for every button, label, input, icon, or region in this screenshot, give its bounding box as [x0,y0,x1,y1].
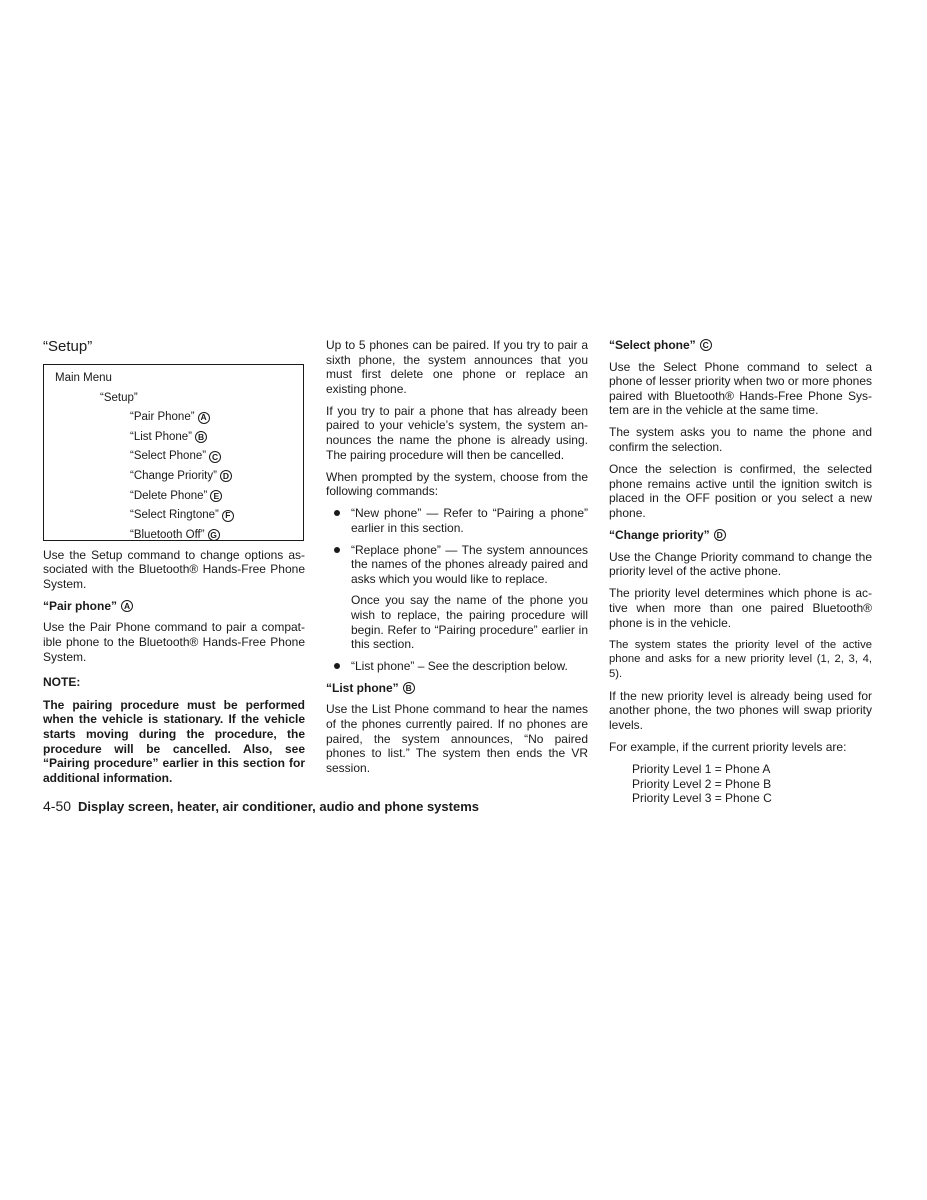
command-list-continued [326,659,588,674]
setup-description: Use the Setup command to change options associated with the Bluetooth® Hands-Free Phone System. [43,547,305,591]
badge-e-icon: E [210,490,222,502]
change-priority-p4: If the new priority level is already being used for another phone, the two phones will swap priority levels. [609,688,872,733]
badge-c-icon: C [209,451,221,463]
priority-line: Priority Level 2 = Phone B [632,776,772,791]
badge-c-icon: C [700,339,712,351]
menu-item-pair-phone: “Pair Phone” A [55,408,303,428]
change-priority-p1: Use the Change Priority command to change the priority level of the active phone. [609,549,872,579]
select-phone-p3: Once the selection is confirmed, the selected phone remains active until the ignition switch is placed in the OFF position or you select a new phone. [609,462,872,520]
list-item: “New phone” — Refer to “Pairing a phone” earlier in this section. [326,506,588,535]
select-phone-p2: The system asks you to name the phone and confirm the selection. [609,425,872,455]
menu-item-delete-phone: “Delete Phone” E [55,486,303,506]
priority-level-list [609,762,872,806]
chapter-title: Display screen, heater, air conditioner, audio and phone systems [78,799,479,814]
page-footer [43,798,479,814]
bullet-icon [334,510,340,516]
menu-setup: “Setup” [100,391,138,404]
priority-line: Priority Level 3 = Phone C [632,791,772,806]
page-number: 4-50 [43,798,72,814]
badge-a-icon: A [198,412,210,424]
menu-item-select-phone: “Select Phone” C [55,447,303,467]
heading-select-phone: “Select phone” C [609,338,872,353]
list-item: “List phone” – See the description below. [326,659,588,674]
menu-tree-box [43,364,304,541]
heading-pair-phone: “Pair phone” A [43,599,305,614]
column-middle [326,338,588,783]
menu-item-change-priority: “Change Priority” D [55,467,303,487]
badge-b-icon: B [195,431,207,443]
bullet-icon [334,663,340,669]
replace-phone-detail: Once you say the name of the phone you wish to replace, the pairing procedure will begin. Refer to “Pairing procedure” earlier in this section. [351,593,588,652]
change-priority-p2: The priority level determines which phone is active when more than one paired Bluetooth® phone is in the vehicle. [609,586,872,630]
heading-list-phone: “List phone” B [326,681,588,696]
select-phone-p1: Use the Select Phone command to select a phone of lesser priority when two or more phones paired with Bluetooth® Hands-Free Phone System are in the vehicle at the same time. [609,359,872,418]
list-phone-description: Use the List Phone command to hear the names of the phones currently paired. If no phones are paired, the system announces, “No paired phones to list.” The system then ends the VR session. [326,702,588,775]
pair-phone-description: Use the Pair Phone command to pair a compatible phone to the Bluetooth® Hands-Free Phone System. [43,620,305,664]
list-item: “Replace phone” — The system announces the names of the phones already paired and asks which you would like to replace. [326,543,588,587]
priority-line: Priority Level 1 = Phone A [632,762,771,777]
badge-g-icon: G [208,529,220,541]
badge-d-icon: D [714,529,726,541]
paragraph-prompted: When prompted by the system, choose from the following commands: [326,469,588,499]
command-list [326,506,588,586]
note-title: NOTE: [43,675,81,690]
column-right [609,338,872,806]
badge-f-icon: F [222,510,234,522]
note-body: The pairing procedure must be performed when the vehicle is stationary. If the vehicle starts moving during the procedure, the procedure will be cancelled. Also, see “Pairing procedure” earlier in this section for additional information. [43,697,305,785]
change-priority-p3: The system states the priority level of the active phone and asks for a new priority level (1, 2, 3, 4, 5). [609,638,872,680]
badge-b-icon: B [403,682,415,694]
paragraph-already-paired: If you try to pair a phone that has already been paired to your vehicle’s system, the system announces the name the phone is already using. The pairing procedure will then be cancelled. [326,403,588,462]
badge-d-icon: D [220,470,232,482]
bullet-icon [334,547,340,553]
column-left [43,338,305,785]
change-priority-p5: For example, if the current priority levels are: [609,740,847,755]
paragraph-max-phones: Up to 5 phones can be paired. If you try to pair a sixth phone, the system announces that you must first delete one phone or replace an existing phone. [326,338,588,396]
menu-item-bluetooth-off: “Bluetooth Off” G [55,525,303,545]
menu-item-list-phone: “List Phone” B [55,427,303,447]
menu-main: Main Menu [55,372,112,385]
badge-a-icon: A [121,600,133,612]
heading-change-priority: “Change priority” D [609,528,872,543]
section-title-setup: “Setup” [43,338,93,355]
menu-item-select-ringtone: “Select Ringtone” F [55,506,303,526]
